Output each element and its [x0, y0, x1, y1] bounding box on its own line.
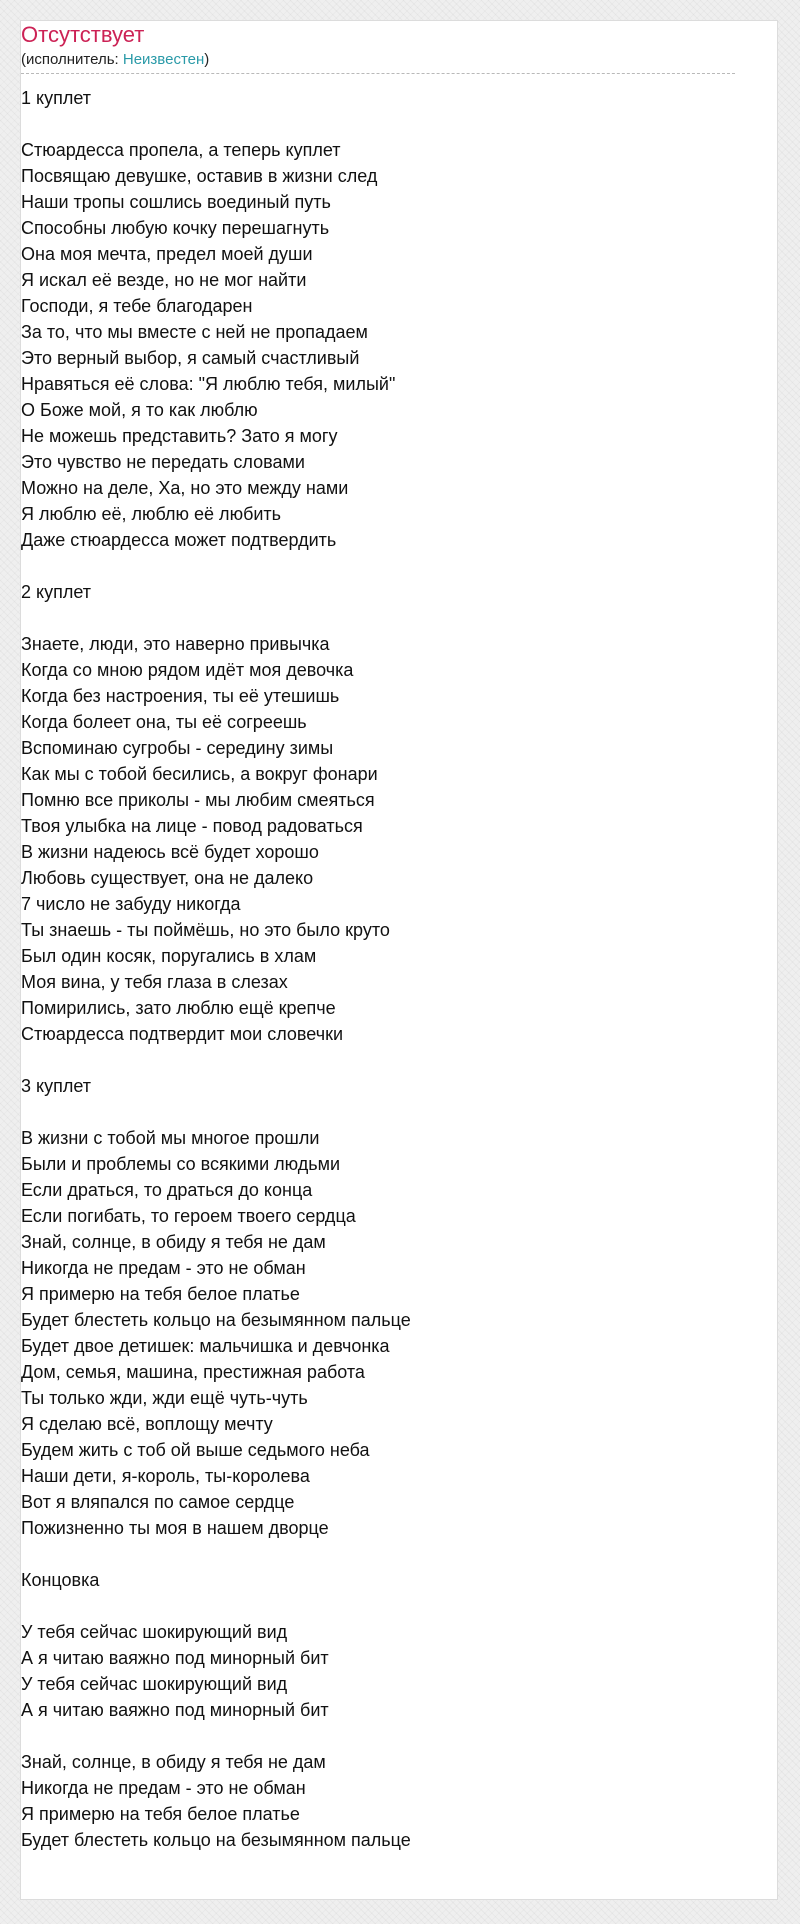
- song-title: Отсутствует: [21, 22, 145, 47]
- lyrics-line: Знай, солнце, в обиду я тебя не дам: [21, 1752, 326, 1772]
- lyrics-line: Помню все приколы - мы любим смеяться: [21, 790, 375, 810]
- lyrics-line: Посвящаю девушке, оставив в жизни след: [21, 166, 378, 186]
- lyrics-line: Был один косяк, поругались в хлам: [21, 946, 317, 966]
- lyrics-line: В жизни с тобой мы многое прошли: [21, 1128, 320, 1148]
- lyrics-line: А я читаю ваяжно под минорный бит: [21, 1700, 329, 1720]
- lyrics-line: Я примерю на тебя белое платье: [21, 1804, 300, 1824]
- lyrics-line: 7 число не забуду никогда: [21, 894, 241, 914]
- lyrics-line: Помирились, зато люблю ещё крепче: [21, 998, 336, 1018]
- lyrics-line: У тебя сейчас шокирующий вид: [21, 1674, 288, 1694]
- lyrics-line: Любовь существует, она не далеко: [21, 868, 314, 888]
- lyrics-line: Моя вина, у тебя глаза в слезах: [21, 972, 288, 992]
- lyrics-line: А я читаю ваяжно под минорный бит: [21, 1648, 329, 1668]
- lyrics-blank-line: [21, 553, 735, 579]
- lyrics-blank-line: [21, 1593, 735, 1619]
- lyrics-line: Стюардесса пропела, а теперь куплет: [21, 140, 341, 160]
- artist-prefix: (исполнитель:: [21, 51, 123, 68]
- lyrics-line: Можно на деле, Ха, но это между нами: [21, 478, 349, 498]
- lyrics-line: Ты знаешь - ты поймёшь, но это было круто: [21, 920, 390, 940]
- lyrics-line: Как мы с тобой бесились, а вокруг фонари: [21, 764, 378, 784]
- lyrics-line: За то, что мы вместе с ней не пропадаем: [21, 322, 368, 342]
- lyrics-line: Никогда не предам - это не обман: [21, 1258, 306, 1278]
- lyrics-line: Если драться, то драться до конца: [21, 1180, 313, 1200]
- lyrics-line: Когда болеет она, ты её согреешь: [21, 712, 307, 732]
- lyrics-line: Будет блестеть кольцо на безымянном пальце: [21, 1830, 411, 1850]
- lyrics-line: Это верный выбор, я самый счастливый: [21, 348, 360, 368]
- lyrics-line: Я сделаю всё, воплощу мечту: [21, 1414, 273, 1434]
- lyrics-line: Будет двое детишек: мальчишка и девчонка: [21, 1336, 390, 1356]
- lyrics-line: Когда без настроения, ты её утешишь: [21, 686, 340, 706]
- lyrics-line: Никогда не предам - это не обман: [21, 1778, 306, 1798]
- song-header: [21, 22, 735, 74]
- lyrics-line: Стюардесса подтвердит мои словечки: [21, 1024, 343, 1044]
- lyrics-line: Не можешь представить? Зато я могу: [21, 426, 338, 446]
- lyrics-blank-line: [21, 1723, 735, 1749]
- artist-line: [21, 50, 735, 70]
- lyrics-line: Были и проблемы со всякими людьми: [21, 1154, 341, 1174]
- lyrics-line: Наши тропы сошлись воединый путь: [21, 192, 331, 212]
- lyrics-line: Я примерю на тебя белое платье: [21, 1284, 300, 1304]
- lyrics-line: Вспоминаю сугробы - середину зимы: [21, 738, 334, 758]
- lyrics-blank-line: [21, 1541, 735, 1567]
- lyrics-line: Когда со мною рядом идёт моя девочка: [21, 660, 354, 680]
- lyrics-line: 3 куплет: [21, 1076, 91, 1096]
- lyrics-line: В жизни надеюсь всё будет хорошо: [21, 842, 319, 862]
- lyrics-line: Будем жить с тоб ой выше седьмого неба: [21, 1440, 370, 1460]
- lyrics-line: Будет блестеть кольцо на безымянном пальце: [21, 1310, 411, 1330]
- lyrics-line: Пожизненно ты моя в нашем дворце: [21, 1518, 329, 1538]
- lyrics-line: Нравяться её слова: "Я люблю тебя, милый": [21, 374, 396, 394]
- lyrics-line: Господи, я тебе благодарен: [21, 296, 253, 316]
- lyrics-line: Знай, солнце, в обиду я тебя не дам: [21, 1232, 326, 1252]
- lyrics-line: Я люблю её, люблю её любить: [21, 504, 282, 524]
- lyrics-line: О Боже мой, я то как люблю: [21, 400, 258, 420]
- lyrics-line: У тебя сейчас шокирующий вид: [21, 1622, 288, 1642]
- lyrics-line: Это чувство не передать словами: [21, 452, 305, 472]
- lyrics-line: Твоя улыбка на лице - повод радоваться: [21, 816, 363, 836]
- lyrics-line: Даже стюардесса может подтвердить: [21, 530, 337, 550]
- lyrics-line: Если погибать, то героем твоего сердца: [21, 1206, 356, 1226]
- artist-link[interactable]: Неизвестен: [122, 51, 205, 68]
- lyrics-line: 1 куплет: [21, 88, 91, 108]
- lyrics-blank-line: [21, 605, 735, 631]
- lyrics-line: 2 куплет: [21, 582, 91, 602]
- lyrics-blank-line: [21, 1047, 735, 1073]
- lyrics-line: Концовка: [21, 1570, 100, 1590]
- lyrics-line: Ты только жди, жди ещё чуть-чуть: [21, 1388, 308, 1408]
- lyrics-text: [21, 85, 735, 1853]
- lyrics-line: Знаете, люди, это наверно привычка: [21, 634, 330, 654]
- lyrics-line: Дом, семья, машина, престижная работа: [21, 1362, 365, 1382]
- lyrics-line: Наши дети, я-король, ты-королева: [21, 1466, 310, 1486]
- lyrics-line: Вот я вляпался по самое сердце: [21, 1492, 295, 1512]
- artist-suffix: ): [204, 51, 210, 68]
- header-divider: [21, 73, 735, 74]
- lyrics-line: Она моя мечта, предел моей души: [21, 244, 313, 264]
- lyrics-blank-line: [21, 111, 735, 137]
- lyrics-blank-line: [21, 1099, 735, 1125]
- lyrics-line: Я искал её везде, но не мог найти: [21, 270, 307, 290]
- lyrics-line: Способны любую кочку перешагнуть: [21, 218, 330, 238]
